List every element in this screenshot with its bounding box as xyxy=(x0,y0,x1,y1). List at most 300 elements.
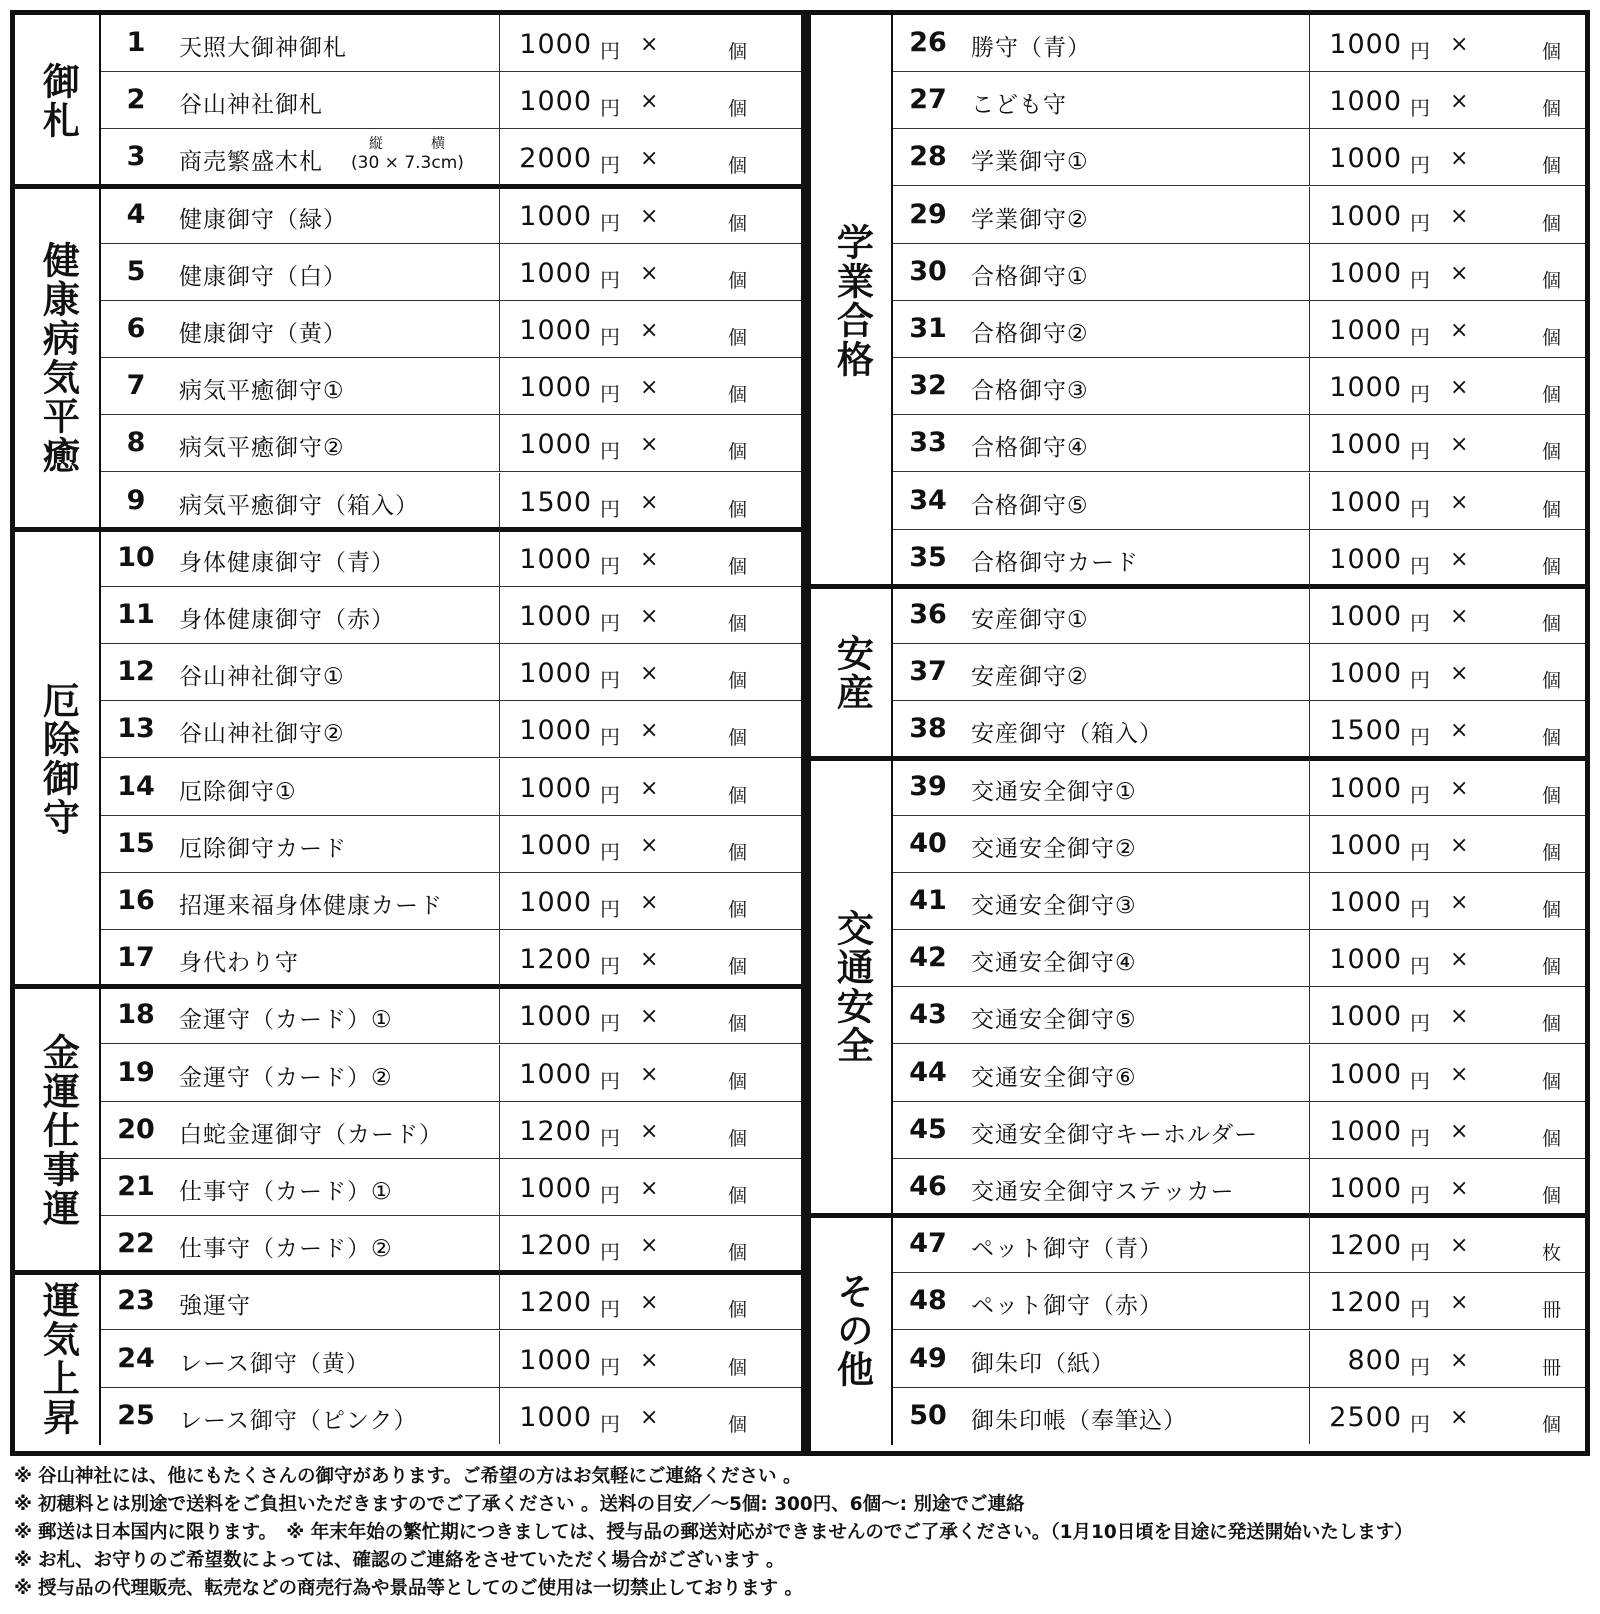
item-price: 2500 xyxy=(1329,1401,1402,1433)
item-number: 44 xyxy=(909,1056,947,1088)
quantity-blank[interactable] xyxy=(1478,538,1534,578)
item-name: 交通安全御守③ xyxy=(971,893,1137,919)
unit-label: 個 xyxy=(728,1242,748,1265)
price-cell xyxy=(499,301,802,357)
category-text: 運気上昇 xyxy=(36,1281,80,1438)
unit-label: 個 xyxy=(1542,727,1562,750)
times-symbol: × xyxy=(640,1176,659,1201)
unit-label: 個 xyxy=(728,841,748,864)
quantity-blank[interactable] xyxy=(1478,595,1534,635)
unit-label: 個 xyxy=(728,441,748,464)
item-number: 23 xyxy=(117,1285,155,1317)
yen-label: 円 xyxy=(600,1354,620,1379)
item-name: 谷山神社御守① xyxy=(179,664,345,691)
item-row xyxy=(893,1216,1585,1273)
quantity-blank[interactable] xyxy=(1478,1167,1534,1207)
item-number: 4 xyxy=(126,198,146,230)
times-symbol: × xyxy=(640,661,659,687)
times-symbol: × xyxy=(640,1404,659,1430)
unit-label: 個 xyxy=(728,1013,748,1036)
item-number: 50 xyxy=(909,1399,947,1431)
item-number: 19 xyxy=(117,1056,155,1088)
times-symbol: × xyxy=(1450,947,1469,973)
note-text: 郵送は日本国内に限ります。 ※ 年末年始の繁忙期につきましては、授与品の郵送対応ができませんのでご了承ください。（1月10日頃を目途に発送開始いたします） xyxy=(38,1522,1413,1543)
item-name: 御朱印帳（奉筆込） xyxy=(971,1407,1187,1434)
quantity-blank[interactable] xyxy=(1478,767,1534,807)
item-name: 健康御守（白） xyxy=(179,263,347,290)
price-cell xyxy=(499,244,802,300)
quantity-blank[interactable] xyxy=(1478,252,1534,292)
quantity-blank[interactable] xyxy=(668,938,720,978)
item-price: 1000 xyxy=(1329,658,1402,690)
price-cell xyxy=(499,873,802,929)
item-number: 11 xyxy=(117,599,155,630)
price-cell xyxy=(1309,15,1586,71)
left-panel xyxy=(15,15,801,1451)
quantity-blank[interactable] xyxy=(1478,824,1534,864)
times-symbol: × xyxy=(640,832,659,858)
quantity-blank[interactable] xyxy=(668,652,720,692)
quantity-blank[interactable] xyxy=(1478,137,1534,177)
item-name: 交通安全御守キーホルダー xyxy=(971,1121,1259,1148)
times-symbol: × xyxy=(1450,89,1469,115)
item-price: 1000 xyxy=(1329,1058,1402,1090)
unit-label: 個 xyxy=(728,384,748,407)
item-name: 招運来福身体健康カード xyxy=(179,893,443,919)
item-row xyxy=(893,701,1585,758)
item-price: 1000 xyxy=(1329,543,1402,575)
note-line xyxy=(14,1574,1594,1602)
price-cell xyxy=(499,1388,802,1444)
item-name: 天照大御神御札 xyxy=(179,35,347,61)
item-number: 2 xyxy=(126,84,146,116)
yen-label: 円 xyxy=(600,897,620,921)
item-row xyxy=(893,1273,1585,1330)
item-number: 30 xyxy=(909,255,947,287)
item-name: 合格御守② xyxy=(971,321,1089,347)
times-symbol: × xyxy=(640,489,659,515)
category-text: その他 xyxy=(830,1272,874,1390)
price-cell xyxy=(1309,187,1586,243)
times-symbol: × xyxy=(640,1290,659,1316)
quantity-blank[interactable] xyxy=(1478,995,1534,1035)
item-name: こども守 xyxy=(971,92,1067,119)
unit-label: 個 xyxy=(1542,1185,1562,1207)
quantity-blank[interactable] xyxy=(1478,652,1534,692)
item-row xyxy=(893,301,1585,358)
item-row xyxy=(101,644,801,701)
price-cell xyxy=(499,187,802,243)
unit-label: 個 xyxy=(728,498,748,521)
category-text: 安産 xyxy=(830,633,874,712)
item-row xyxy=(893,72,1585,129)
unit-label: 個 xyxy=(728,670,748,693)
item-name: レース御守（ピンク） xyxy=(179,1407,418,1434)
price-cell xyxy=(499,1159,802,1215)
unit-label: 個 xyxy=(1542,670,1562,693)
yen-label: 円 xyxy=(1410,325,1430,349)
item-number: 32 xyxy=(909,370,947,402)
notes-section xyxy=(14,1462,1594,1602)
item-name: レース御守（黄） xyxy=(179,1350,370,1377)
item-name: 安産御守② xyxy=(971,664,1089,691)
right-panel xyxy=(811,15,1585,1451)
item-price: 1000 xyxy=(1329,29,1402,60)
note-mark: ※ xyxy=(14,1494,32,1515)
item-price: 2000 xyxy=(519,143,592,175)
item-number: 37 xyxy=(909,656,947,688)
times-symbol: × xyxy=(1450,546,1469,572)
yen-label: 円 xyxy=(600,668,620,693)
item-number: 29 xyxy=(909,198,947,230)
quantity-blank[interactable] xyxy=(1478,1053,1534,1093)
item-name: 金運守（カード）② xyxy=(179,1064,393,1091)
item-price: 1000 xyxy=(519,200,592,232)
yen-label: 円 xyxy=(1410,839,1430,864)
price-cell xyxy=(499,1102,802,1158)
quantity-blank[interactable] xyxy=(1478,1396,1534,1436)
item-price: 1000 xyxy=(1329,1173,1402,1204)
item-row xyxy=(893,587,1585,644)
quantity-blank[interactable] xyxy=(1478,709,1534,749)
yen-label: 円 xyxy=(1410,782,1430,807)
item-price: 1200 xyxy=(519,1230,592,1262)
dimension-text: (30 × 7.3cm) xyxy=(351,153,464,174)
item-name: 勝守（青） xyxy=(971,35,1091,61)
item-number: 27 xyxy=(909,84,947,116)
item-row xyxy=(893,759,1585,816)
times-symbol: × xyxy=(1450,604,1469,629)
item-price: 1000 xyxy=(519,429,592,461)
item-name: 強運守 xyxy=(179,1293,251,1320)
times-symbol: × xyxy=(640,1004,659,1030)
item-row xyxy=(101,987,801,1044)
yen-label: 円 xyxy=(600,267,620,292)
quantity-blank[interactable] xyxy=(1478,80,1534,120)
item-number: 36 xyxy=(909,599,947,630)
unit-label: 個 xyxy=(1542,269,1562,292)
item-price: 1000 xyxy=(1329,200,1402,232)
unit-label: 個 xyxy=(1542,155,1562,178)
category-text: 金運仕事運 xyxy=(36,1032,80,1228)
quantity-blank[interactable] xyxy=(668,1339,720,1379)
quantity-blank[interactable] xyxy=(1478,1110,1534,1150)
unit-label: 個 xyxy=(728,613,748,635)
yen-label: 円 xyxy=(600,153,620,178)
note-line xyxy=(14,1518,1594,1546)
quantity-blank[interactable] xyxy=(1478,938,1534,978)
price-cell xyxy=(1309,358,1586,414)
item-row xyxy=(893,244,1585,301)
yen-label: 円 xyxy=(1410,39,1430,63)
times-symbol: × xyxy=(640,604,659,629)
item-name: 合格御守⑤ xyxy=(971,492,1089,519)
item-row xyxy=(101,1388,801,1445)
times-symbol: × xyxy=(1450,1176,1469,1201)
item-number: 13 xyxy=(117,713,155,745)
unit-label: 個 xyxy=(1542,441,1562,464)
quantity-blank[interactable] xyxy=(668,366,720,406)
item-row xyxy=(893,15,1585,72)
times-symbol: × xyxy=(640,1233,659,1259)
times-symbol: × xyxy=(1450,203,1469,229)
times-symbol: × xyxy=(640,260,659,286)
note-text: 授与品の代理販売、転売などの商売行為や景品等としてのご使用は一切禁止しております 。 xyxy=(38,1578,803,1599)
item-price: 1000 xyxy=(519,601,592,632)
item-row xyxy=(101,1331,801,1388)
item-row xyxy=(893,129,1585,186)
times-symbol: × xyxy=(640,775,659,801)
item-price: 1200 xyxy=(519,1115,592,1147)
times-symbol: × xyxy=(1450,1404,1469,1430)
unit-label: 個 xyxy=(728,727,748,750)
quantity-blank[interactable] xyxy=(668,1224,720,1264)
item-row xyxy=(101,1159,801,1216)
price-cell xyxy=(1309,759,1586,815)
item-number: 16 xyxy=(117,885,155,916)
note-line xyxy=(14,1546,1594,1574)
item-number: 38 xyxy=(909,713,947,745)
item-row xyxy=(101,415,801,472)
item-number: 8 xyxy=(126,427,146,459)
unit-label: 個 xyxy=(728,1299,748,1322)
item-row xyxy=(893,1388,1585,1445)
item-row xyxy=(893,987,1585,1044)
category-label-3 xyxy=(811,1216,893,1445)
price-cell xyxy=(1309,1045,1586,1101)
price-cell xyxy=(499,473,802,529)
quantity-blank[interactable] xyxy=(1478,23,1534,63)
times-symbol: × xyxy=(640,203,659,229)
order-form-table xyxy=(10,10,1590,1456)
unit-label: 個 xyxy=(728,41,748,63)
quantity-blank[interactable] xyxy=(668,137,720,177)
price-cell xyxy=(499,1216,802,1272)
times-symbol: × xyxy=(1450,260,1469,286)
item-number: 35 xyxy=(909,541,947,573)
item-row xyxy=(101,187,801,244)
yen-label: 円 xyxy=(600,954,620,979)
item-price: 1500 xyxy=(519,486,592,518)
item-price: 1200 xyxy=(1329,1287,1402,1319)
yen-label: 円 xyxy=(1410,439,1430,464)
times-symbol: × xyxy=(1450,1290,1469,1316)
item-name: 身代わり守 xyxy=(179,950,299,977)
item-price: 1000 xyxy=(1329,1115,1402,1147)
quantity-blank[interactable] xyxy=(1478,481,1534,521)
quantity-blank[interactable] xyxy=(1478,366,1534,406)
price-cell xyxy=(1309,1273,1586,1329)
note-mark: ※ xyxy=(14,1522,32,1543)
quantity-blank[interactable] xyxy=(668,1281,720,1321)
quantity-blank[interactable] xyxy=(1478,1281,1534,1321)
item-name: 厄除御守① xyxy=(179,778,297,805)
times-symbol: × xyxy=(640,718,659,744)
yen-label: 円 xyxy=(1410,1125,1430,1150)
unit-label: 個 xyxy=(1542,555,1562,578)
yen-label: 円 xyxy=(600,382,620,407)
item-number: 47 xyxy=(909,1228,947,1260)
unit-label: 個 xyxy=(728,555,748,578)
item-number: 9 xyxy=(126,484,146,516)
quantity-blank[interactable] xyxy=(668,1110,720,1150)
item-row xyxy=(101,15,801,72)
quantity-blank[interactable] xyxy=(1478,1339,1534,1379)
item-row xyxy=(893,415,1585,472)
category-text: 学業合格 xyxy=(830,223,874,379)
item-row xyxy=(101,1216,801,1273)
yen-label: 円 xyxy=(600,725,620,750)
item-name: 病気平癒御守① xyxy=(179,378,345,405)
price-cell xyxy=(1309,1102,1586,1158)
yen-label: 円 xyxy=(1410,668,1430,693)
item-price: 1200 xyxy=(519,1287,592,1319)
item-price: 1000 xyxy=(1329,601,1402,632)
quantity-blank[interactable] xyxy=(668,709,720,749)
item-row xyxy=(893,1159,1585,1216)
item-row xyxy=(101,1273,801,1330)
times-symbol: × xyxy=(1450,1233,1469,1259)
item-number: 10 xyxy=(117,541,155,573)
times-symbol: × xyxy=(640,546,659,572)
price-cell xyxy=(499,358,802,414)
item-number: 31 xyxy=(909,313,947,344)
item-row xyxy=(893,1102,1585,1159)
price-cell xyxy=(1309,587,1586,643)
quantity-blank[interactable] xyxy=(668,881,720,921)
price-cell xyxy=(499,987,802,1043)
quantity-blank[interactable] xyxy=(1478,309,1534,349)
item-price: 1200 xyxy=(519,944,592,976)
item-price: 1000 xyxy=(1329,944,1402,976)
quantity-blank[interactable] xyxy=(668,824,720,864)
quantity-blank[interactable] xyxy=(1478,1224,1534,1264)
times-symbol: × xyxy=(1450,1118,1469,1144)
times-symbol: × xyxy=(640,1061,659,1087)
item-price: 1000 xyxy=(1329,486,1402,518)
item-price: 1000 xyxy=(519,715,592,747)
item-name: 金運守（カード）① xyxy=(179,1007,393,1034)
item-number: 48 xyxy=(909,1285,947,1317)
quantity-blank[interactable] xyxy=(1478,423,1534,463)
item-name: 交通安全御守④ xyxy=(971,950,1137,977)
quantity-blank[interactable] xyxy=(668,1053,720,1093)
note-text: お札、お守りのご希望数によっては、確認のご連絡をさせていただく場合がございます 。 xyxy=(38,1550,785,1571)
yen-label: 円 xyxy=(1410,496,1430,521)
price-cell xyxy=(1309,415,1586,471)
yen-label: 円 xyxy=(1410,1354,1430,1379)
note-line xyxy=(14,1462,1594,1490)
unit-label: 個 xyxy=(728,1127,748,1150)
item-number: 20 xyxy=(117,1113,155,1145)
quantity-blank[interactable] xyxy=(668,995,720,1035)
price-cell xyxy=(1309,301,1586,357)
times-symbol: × xyxy=(640,89,659,115)
item-row xyxy=(101,1102,801,1159)
quantity-blank[interactable] xyxy=(668,1396,720,1436)
item-number: 3 xyxy=(126,141,146,173)
unit-label: 個 xyxy=(1542,1127,1562,1150)
quantity-blank[interactable] xyxy=(668,80,720,120)
item-row xyxy=(101,873,801,930)
item-name: 商売繁盛木札 xyxy=(179,149,323,176)
quantity-blank[interactable] xyxy=(668,23,720,63)
quantity-blank[interactable] xyxy=(1478,195,1534,235)
yen-label: 円 xyxy=(1410,1411,1430,1436)
note-mark: ※ xyxy=(14,1578,32,1599)
item-name: 安産御守① xyxy=(971,607,1089,633)
item-name: 病気平癒御守② xyxy=(179,435,345,462)
yen-label: 円 xyxy=(1410,954,1430,979)
item-price: 1000 xyxy=(1329,772,1402,804)
item-price: 1000 xyxy=(519,772,592,804)
unit-label: 個 xyxy=(1542,212,1562,235)
category-label-3 xyxy=(15,987,101,1273)
yen-label: 円 xyxy=(600,496,620,521)
times-symbol: × xyxy=(640,1347,659,1373)
unit-label: 個 xyxy=(1542,841,1562,864)
quantity-blank[interactable] xyxy=(668,538,720,578)
times-symbol: × xyxy=(640,432,659,458)
price-cell xyxy=(1309,244,1586,300)
yen-label: 円 xyxy=(600,39,620,63)
unit-label: 個 xyxy=(1542,1013,1562,1036)
item-price: 1000 xyxy=(1329,257,1402,289)
yen-label: 円 xyxy=(600,1183,620,1207)
item-number: 40 xyxy=(909,827,947,859)
item-price: 1000 xyxy=(519,543,592,575)
yen-label: 円 xyxy=(1410,1240,1430,1265)
quantity-blank[interactable] xyxy=(668,1167,720,1207)
quantity-blank[interactable] xyxy=(668,767,720,807)
item-row xyxy=(101,1045,801,1102)
item-number: 28 xyxy=(909,141,947,173)
quantity-blank[interactable] xyxy=(1478,881,1534,921)
category-text: 交通安全 xyxy=(830,909,874,1066)
item-name: 合格御守カード xyxy=(971,549,1139,576)
yen-label: 円 xyxy=(1410,553,1430,578)
item-price: 1000 xyxy=(519,658,592,690)
quantity-blank[interactable] xyxy=(668,595,720,635)
yen-label: 円 xyxy=(1410,267,1430,292)
unit-label: 個 xyxy=(1542,613,1562,635)
times-symbol: × xyxy=(640,375,659,401)
price-cell xyxy=(499,1273,802,1329)
yen-label: 円 xyxy=(1410,96,1430,121)
item-name: 身体健康御守（青） xyxy=(179,549,395,576)
item-name: 交通安全御守① xyxy=(971,778,1137,805)
quantity-blank[interactable] xyxy=(668,309,720,349)
category-text: 健康病気平癒 xyxy=(36,241,80,476)
item-name: 谷山神社御守② xyxy=(179,721,345,748)
item-name: ペット御守（赤） xyxy=(971,1293,1163,1320)
item-price: 1200 xyxy=(1329,1230,1402,1262)
item-row xyxy=(101,587,801,644)
quantity-blank[interactable] xyxy=(668,252,720,292)
category-label-2 xyxy=(15,530,101,988)
yen-label: 円 xyxy=(1410,725,1430,750)
item-price: 1000 xyxy=(519,1173,592,1204)
price-cell xyxy=(499,415,802,471)
quantity-blank[interactable] xyxy=(668,481,720,521)
quantity-blank[interactable] xyxy=(668,195,720,235)
unit-label: 個 xyxy=(728,784,748,807)
item-row xyxy=(893,930,1585,987)
item-number: 33 xyxy=(909,427,947,459)
item-row xyxy=(893,530,1585,587)
quantity-blank[interactable] xyxy=(668,423,720,463)
item-name: 厄除御守カード xyxy=(179,835,347,862)
